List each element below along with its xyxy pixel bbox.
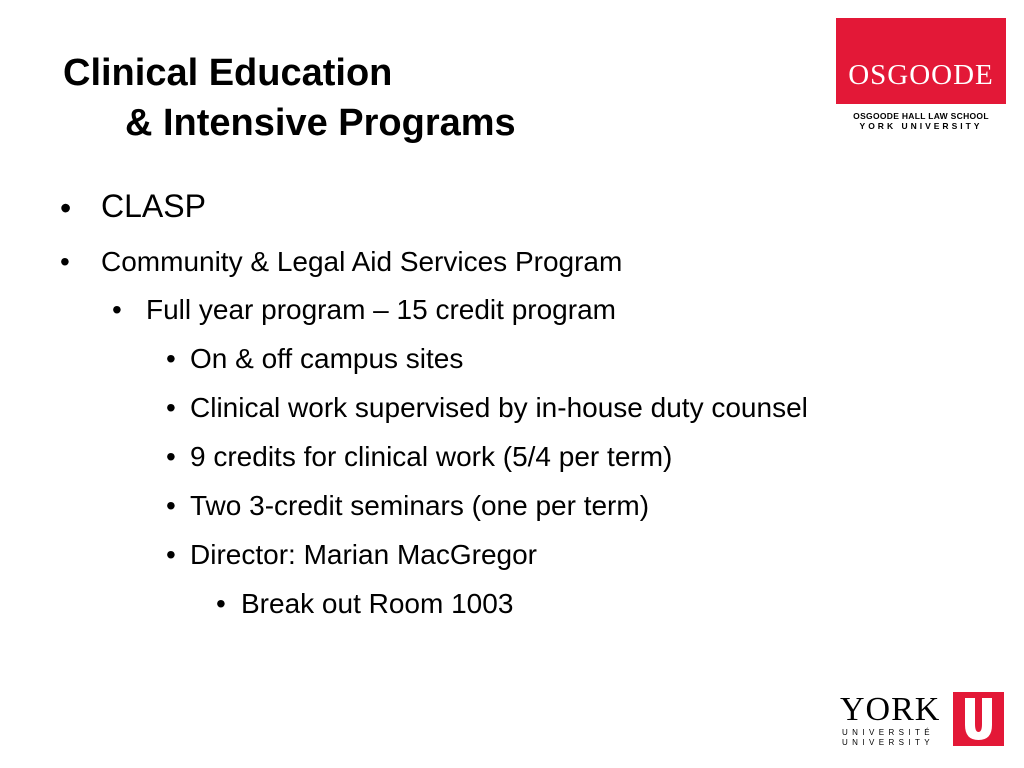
slide-title (63, 48, 516, 148)
bullet-text: Clinical work supervised by in-house duty counsel (190, 392, 808, 423)
york-u-icon (953, 692, 1004, 746)
osgoode-logo-box (836, 18, 1006, 104)
york-wordmark: YORK (840, 691, 941, 728)
bullet-text: Full year program – 15 credit program (146, 294, 616, 325)
york-subtitle-french: UNIVERSITÉ (842, 728, 935, 737)
bullet-glyph: • (112, 294, 122, 325)
york-university-logo (840, 692, 1006, 748)
bullet-glyph: • (166, 539, 176, 570)
osgoode-wordmark: OSGOODE (848, 58, 994, 91)
bullet-glyph: • (166, 392, 176, 423)
bullet-glyph: • (166, 441, 176, 472)
bullet-text: Two 3-credit seminars (one per term) (190, 490, 650, 521)
york-subtitle-english: UNIVERSITY (842, 738, 935, 747)
bullet-glyph: • (216, 588, 226, 619)
title-line-2: & Intensive Programs (125, 102, 516, 144)
bullet-text: On & off campus sites (190, 343, 464, 374)
bullet-glyph: • (166, 490, 176, 521)
bullet-glyph: • (60, 190, 72, 226)
osgoode-subtitle-1: OSGOODE HALL LAW SCHOOL (853, 111, 989, 121)
bullet-text: CLASP (101, 188, 206, 224)
bullet-text: Community & Legal Aid Services Program (101, 246, 623, 277)
bullet-text: Director: Marian MacGregor (190, 539, 537, 570)
osgoode-subtitle-2: YORK UNIVERSITY (859, 121, 983, 131)
bullet-text: Break out Room 1003 (241, 588, 514, 619)
osgoode-logo (836, 18, 1006, 131)
title-line-1: Clinical Education (63, 52, 393, 94)
bullet-text: 9 credits for clinical work (5/4 per term) (190, 441, 673, 472)
bullet-glyph: • (166, 343, 176, 374)
bullet-glyph: • (60, 246, 70, 277)
